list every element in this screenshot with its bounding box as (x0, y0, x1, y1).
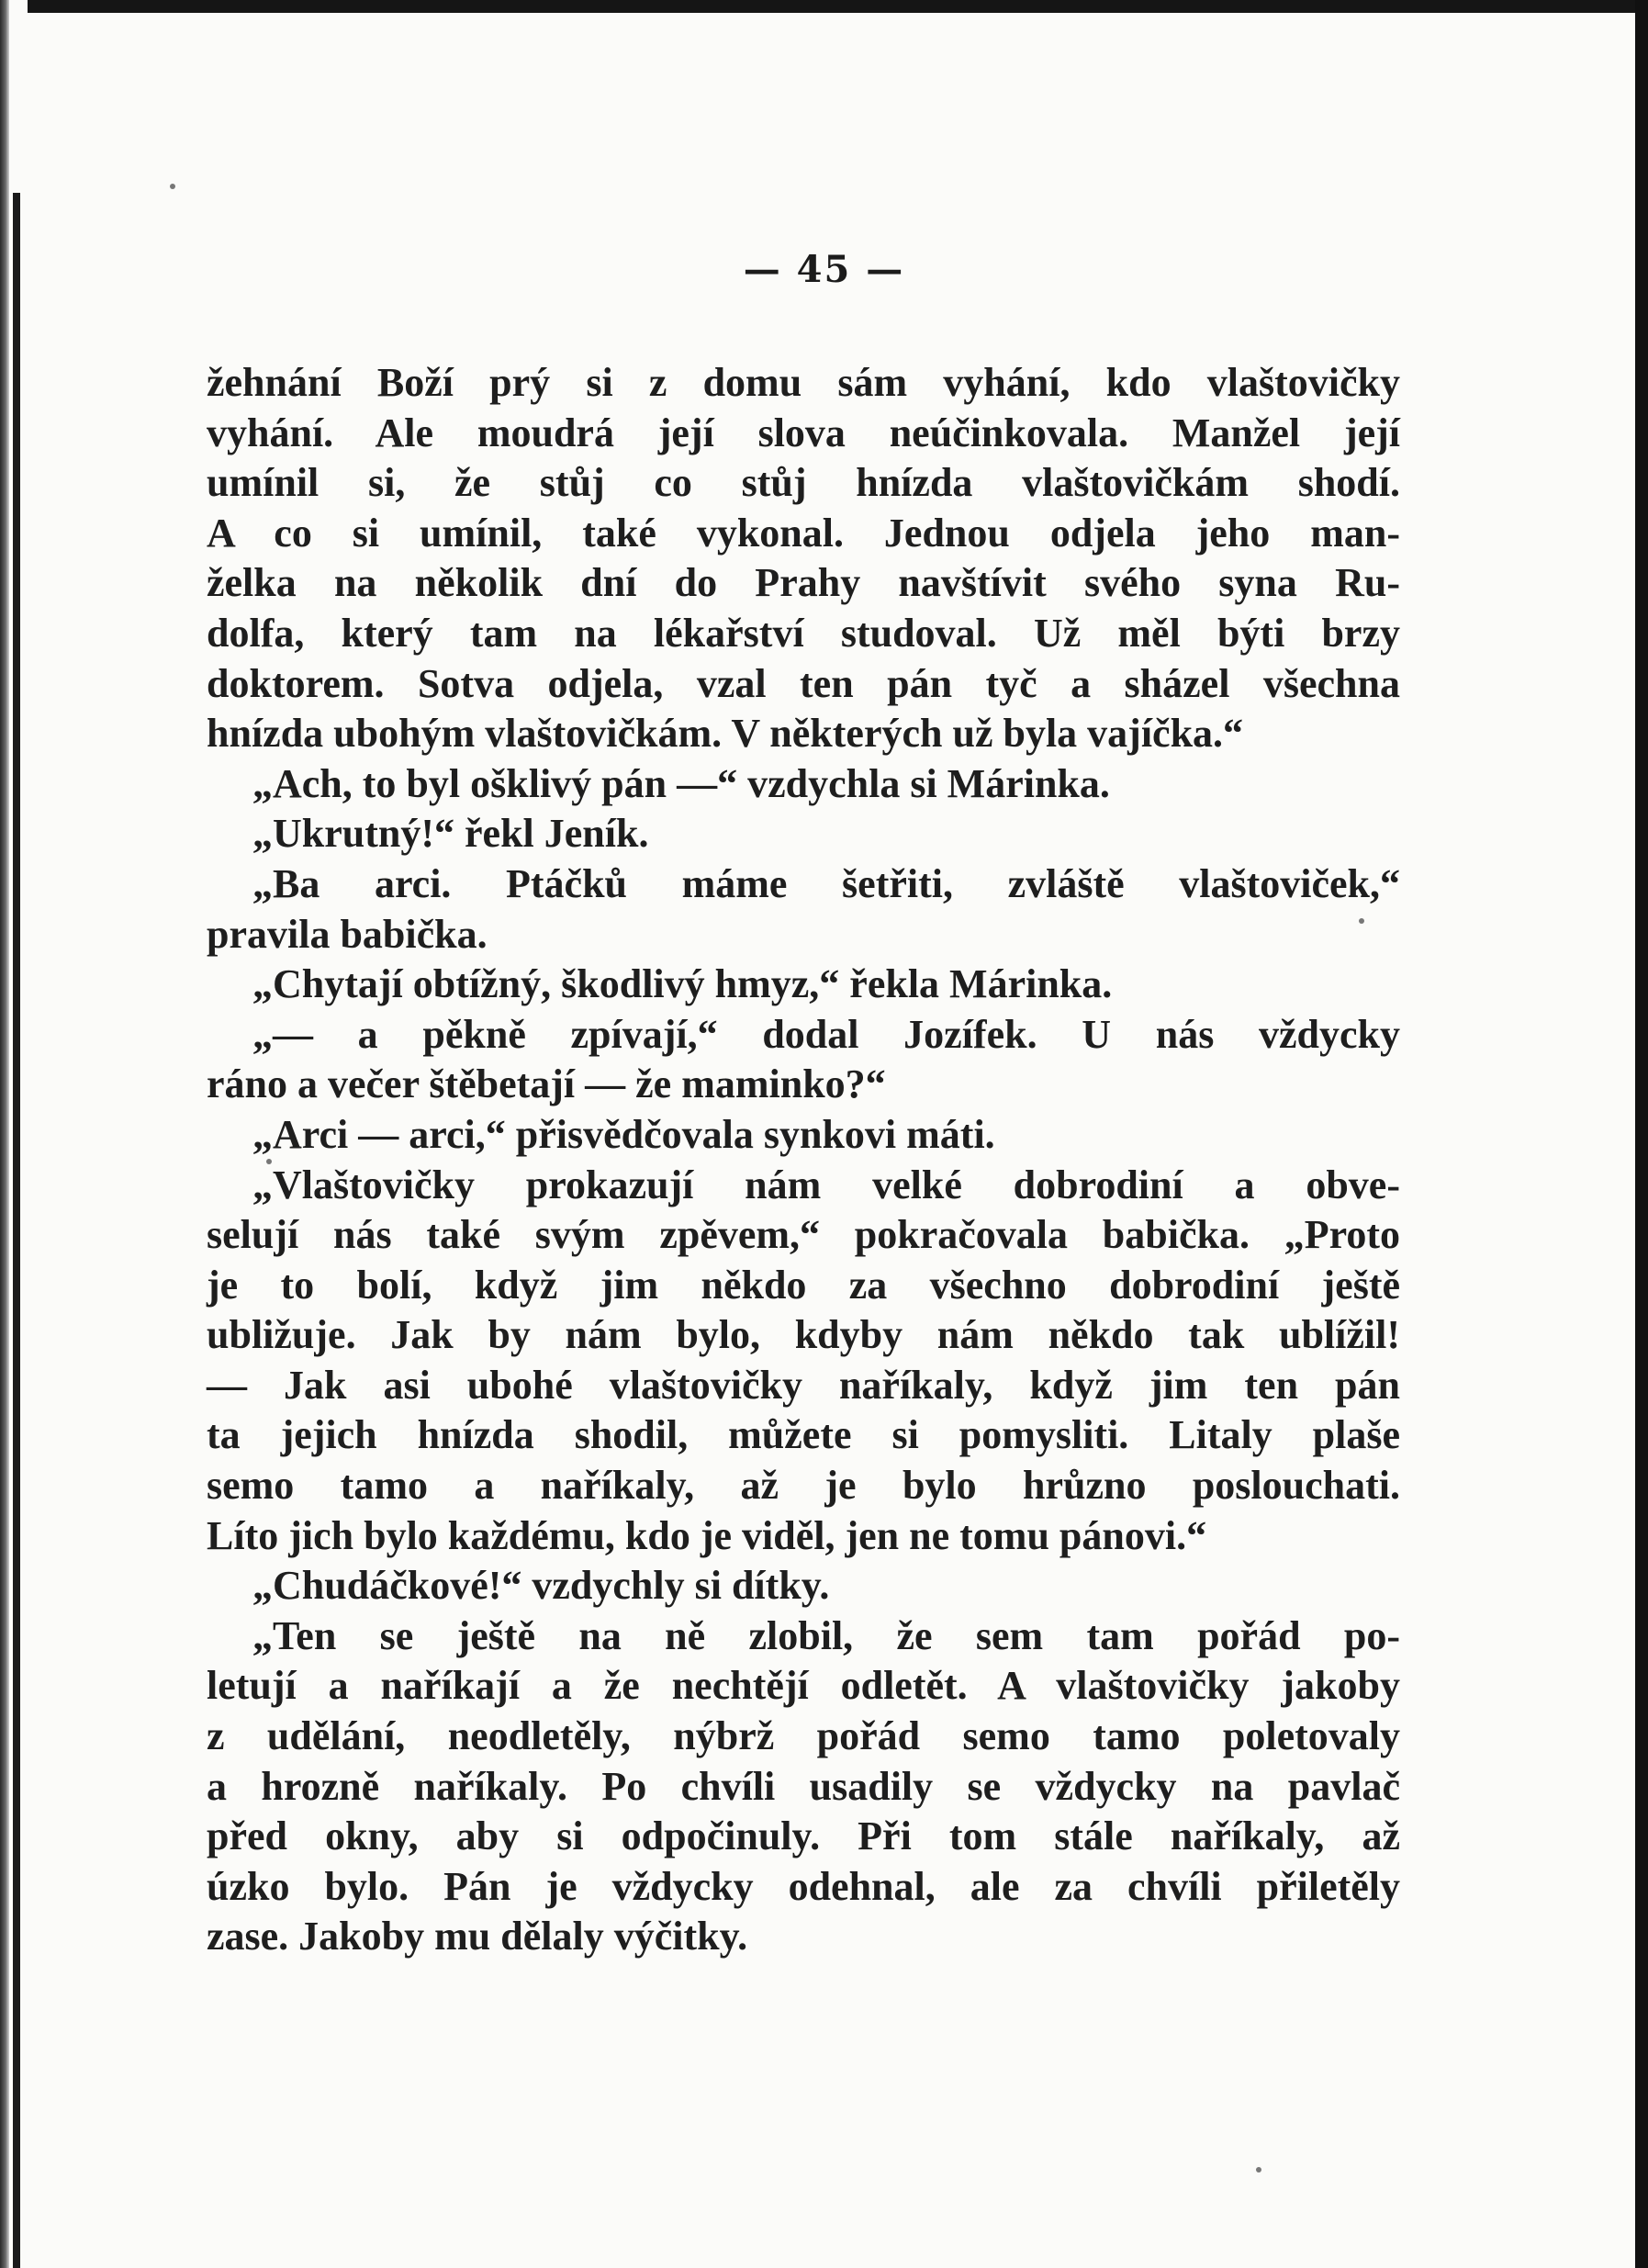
text-line: dolfa, který tam na lékařství studoval. Už měl býti brzy (207, 610, 1400, 656)
text-line: „Arci — arci,“ přisvědčovala synkovi máti. (252, 1111, 995, 1157)
book-spine-shadow (13, 193, 20, 2268)
paper-speck (170, 184, 175, 189)
text-line: „Ach, to byl ošklivý pán —“ vzdychla si Márinka. (252, 760, 1110, 806)
text-line: a hrozně naříkaly. Po chvíli usadily se vždycky na pavlač (207, 1763, 1400, 1809)
text-line: „Chudáčkové!“ vzdychly si dítky. (252, 1563, 830, 1609)
text-line: „Ukrutný!“ řekl Jeník. (252, 811, 649, 857)
text-line: „Chytají obtížný, škodlivý hmyz,“ řekla Márinka. (252, 961, 1113, 1007)
text-line: před okny, aby si odpočinuly. Při tom stále naříkaly, až (207, 1813, 1400, 1859)
text-line: A co si umínil, také vykonal. Jednou odjela jeho man- (207, 510, 1400, 556)
text-line: vyhání. Ale moudrá její slova neúčinkovala. Manžel její (207, 410, 1400, 455)
text-line: úzko bylo. Pán je vždycky odehnal, ale za chvíli přiletěly (207, 1863, 1400, 1909)
page-number: — 45 — (743, 248, 905, 291)
text-line: žehnání Boží prý si z domu sám vyhání, kdo vlaštovičky (207, 360, 1400, 405)
text-line: ta jejich hnízda shodil, můžete si pomysliti. Litaly plaše (207, 1412, 1400, 1458)
scan-edge-left (0, 0, 9, 2268)
text-line: „— a pěkně zpívají,“ dodal Jozífek. U nás vždycky (252, 1011, 1400, 1057)
text-line: „Ten se ještě na ně zlobil, že sem tam pořád po- (252, 1612, 1400, 1658)
text-line: „Ba arci. Ptáčků máme šetřiti, zvláště vlaštoviček,“ (252, 860, 1400, 906)
body-text (207, 358, 1400, 1962)
text-line: hnízda ubohým vlaštovičkám. V některých už byla vajíčka.“ (207, 711, 1244, 757)
scan-edge-top (28, 0, 1648, 13)
text-line: „Vlaštovičky prokazují nám velké dobrodiní a obve- (252, 1162, 1400, 1207)
text-line: letují a naříkají a že nechtějí odletět. A vlaštovičky jakoby (207, 1663, 1400, 1709)
text-line: selují nás také svým zpěvem,“ pokračovala babička. „Proto (207, 1212, 1400, 1258)
text-line: — Jak asi ubohé vlaštovičky naříkaly, když jim ten pán (207, 1362, 1400, 1408)
text-line: pravila babička. (207, 911, 488, 957)
text-line: z udělání, neodletěly, nýbrž pořád semo tamo poletovaly (207, 1713, 1400, 1759)
text-line: želka na několik dní do Prahy navštívit svého syna Ru- (207, 560, 1400, 606)
scan-edge-right (1635, 0, 1648, 2268)
paper-speck (1256, 2167, 1261, 2173)
text-line: semo tamo a naříkaly, až je bylo hrůzno poslouchati. (207, 1463, 1400, 1509)
text-line: je to bolí, když jim někdo za všechno dobrodiní ještě (207, 1262, 1400, 1308)
text-line: zase. Jakoby mu dělaly výčitky. (207, 1914, 748, 1959)
text-line: Líto jich bylo každému, kdo je viděl, jen ne tomu pánovi.“ (207, 1512, 1207, 1558)
text-line: doktorem. Sotva odjela, vzal ten pán tyč a sházel všechna (207, 660, 1400, 706)
text-line: ráno a večer štěbetají — že maminko?“ (207, 1061, 886, 1107)
text-line: umínil si, že stůj co stůj hnízda vlaštovičkám shodí. (207, 460, 1400, 506)
text-line: ubližuje. Jak by nám bylo, kdyby nám někdo tak ublížil! (207, 1312, 1400, 1358)
